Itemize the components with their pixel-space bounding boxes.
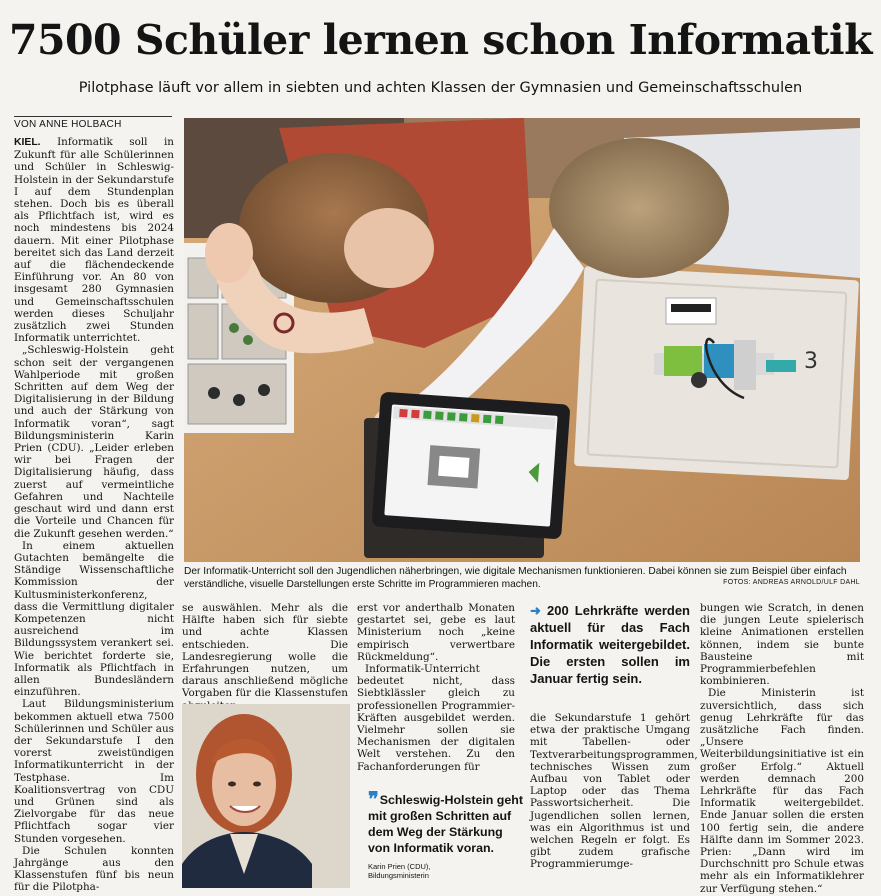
tablet-icon (364, 392, 570, 558)
paragraph: In einem aktuellen Gutachten bemängelte die Ständige Wissenschaftliche Kommission der Kultusministerkonferenz, dass die Vermittlung digitaler Kompetenzen nicht ausreichend im Bildungssystem verankert sei. Wie berichtet forderte sie, Informatik als Pflichtfach in allen Bundesländern einzuführen. (14, 539, 174, 699)
paragraph: erst vor anderthalb Monaten gestartet sei, gebe es laut Ministerium noch „keine empirisch verwertbare Rückmeldung“. (357, 602, 515, 663)
article-column-5 (700, 602, 864, 895)
quote-author: Karin Prien (CDU), (368, 862, 431, 871)
quote-text: Schleswig-Holstein geht mit großen Schritten auf dem Weg der Stärkung von Informatik voran. (368, 793, 523, 855)
paragraph: bungen wie Scratch, in denen die jungen Leute spielerisch kleine Animationen erstellen können, indem sie bunte Bausteine mit Programmierbefehlen kombinieren. (700, 602, 864, 688)
board-number: 3 (804, 349, 818, 374)
paragraph: Laut Bildungsministerium bekommen aktuell etwa 7500 Schülerinnen und Schüler aus der Sekundarstufe I den vorerst zweistündigen Informatikunterricht in der Testphase. Im Koalitionsvertrag von CDU und Grünen sind als Zielvorgabe für das neue Pflichtfach sogar vier Stunden vorgesehen. (14, 698, 174, 845)
paragraph: se auswählen. Mehr als die Hälfte haben sich für siebte und achte Klassen entschieden. Die Landesregierung wolle die Erfahrungen nutzen, um daraus anschließend mögliche Vorgaben für die Klassenstufen (182, 602, 348, 700)
subheadline: Pilotphase läuft vor allem in siebten und achten Klassen der Gymnasien und Gemeinschaftsschulen (78, 80, 803, 96)
byline: VON ANNE HOLBACH (14, 116, 172, 130)
article-column-1 (14, 136, 174, 894)
quote-mark-icon: ❞ (368, 789, 376, 811)
paragraph: Informatik-Unterricht bedeutet nicht, dass Siebtklässler gleich zu professionellen Programmier-Kräften ausgebildet werden. Vielmehr sollen sie Mechanismen der digitalen Welt verstehen. Zu den Fachanforderungen für (357, 663, 515, 773)
dateline: KIEL. (14, 137, 41, 148)
pullquote-text: 200 Lehrkräfte werden aktuell für das Fach Informatik weitergebildet. Die ersten sollen im Januar fertig sein. (530, 603, 690, 686)
quote-role: Bildungsministerin (368, 871, 429, 880)
photo-credit: FOTOS: ANDREAS ARNOLD/ULF DAHL (723, 579, 860, 586)
paragraph: Die Schulen konnten Jahrgänge aus den Klassenstufen fünf bis neun für die Pilotpha- (14, 844, 174, 894)
article-column-4 (530, 712, 698, 888)
paragraph: Die Ministerin ist zuversichtlich, dass sich genug Lehrkräfte für das zusätzliche Fach finden. „Unsere Weiterbildungsinitiative ist ein großer Erfolg.“ Aktuell werden demnach 200 Lehrkräfte für das Fach Informatik weitergebildet. Ende Januar sollen die ersten 100 fertig sein, die andere Hälfte dann im Sommer 2023. Prien: „Dann wird im Durchschnitt pro Schule etwas mehr als ein Informatiklehrer zur Verfügung stehen.“ (700, 687, 864, 895)
portrait-photo (182, 704, 350, 888)
paragraph: „Schleswig-Holstein geht schon seit der vergangenen Wahlperiode mit großen Schritten auf dem Weg der Digitalisierung in der Bildung und auch der Stärkung von Informatik voran“, sagt Bildungsministerin Karin Prien (CDU). „Leider erleben wir bei Fragen der Digitalisierung häufig, dass zuerst auf vermeintliche Gefahren und Nachteile geschaut wird und dann erst die Vorteile und Chancen für die Zukunft gesehen werden.“ (14, 344, 174, 540)
paragraph: die Sekundarstufe 1 gehört etwa der praktische Umgang mit Tabellen- oder Textverarbeitungsprogrammen, technisches Wissen zum Aufbau von Tablet oder Laptop oder das Thema Passwortsicherheit. Die Jugendlichen sollen lernen, was ein Algorithmus ist und welchen Regeln er folgt. Es gibt zudem grafische Programmierumge- (530, 712, 698, 871)
headline: 7500 Schüler lernen schon Informatik (8, 16, 873, 64)
pullquote (530, 602, 690, 698)
arrow-icon: ➜ (530, 603, 541, 618)
photo-caption: Der Informatik-Unterricht soll den Jugendlichen näherbringen, wie digitale Mechanismen funktionieren. Dabei können sie zum Beispiel über einfach verständliche, visuelle Darstellungen erste Schritte im Programmieren machen. (184, 566, 847, 590)
quote-box (368, 789, 524, 880)
children-coding-photo (184, 118, 860, 562)
paragraph: Informatik soll in Zukunft für alle Schülerinnen und Schüler in Schleswig-Holstein in der Sekundarstufe I auf dem Stundenplan stehen. Doch bis es überall als Pflichtfach ist, wird es noch mindestens bis 2024 dauern. Mit einer Pilotphase bereitet sich das Land derzeit auf die flächendeckende Einführung vor. An 80 von insgesamt 280 Gymnasien und Gemeinschaftsschulen werden dieses Schuljahr zusätzlich zwei Stunden Informatik unterrichtet. (14, 136, 174, 345)
